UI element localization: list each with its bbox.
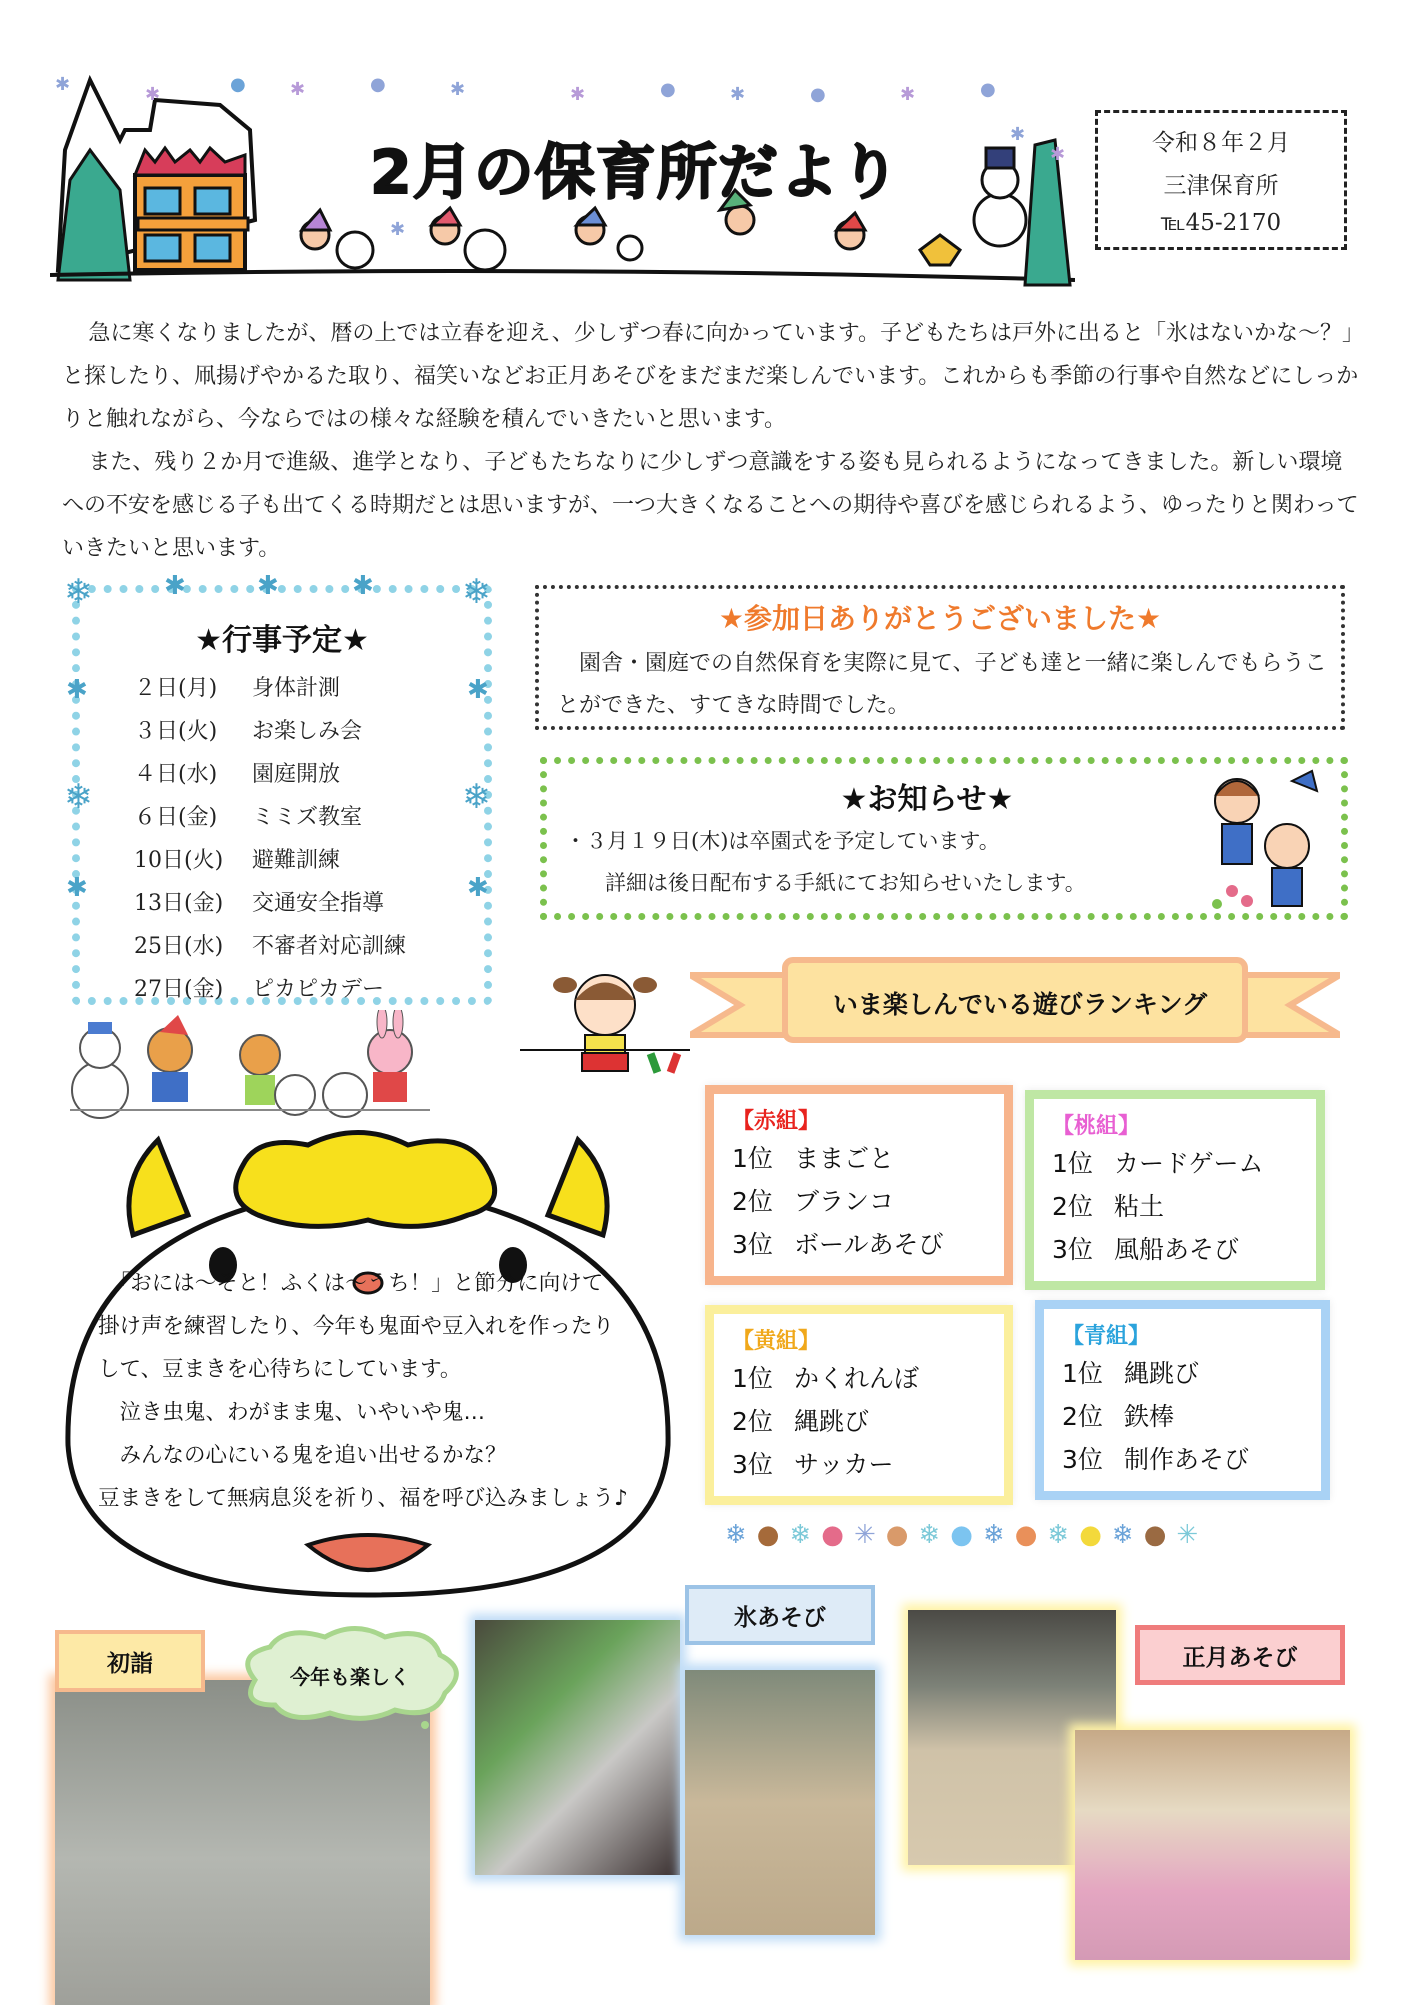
setsubun-line: 豆まきをして無病息災を祈り、福を呼び込みましょう♪ <box>98 1486 628 1511</box>
rank-position: 3位 <box>732 1230 773 1259</box>
snowflake-icon: ✱ <box>467 675 489 705</box>
thanks-title: ★参加日ありがとうございました★ <box>718 602 1162 635</box>
facility-name: 三津保育所 <box>1163 173 1279 199</box>
schedule-item <box>134 667 406 710</box>
group-name: 【赤組】 <box>732 1109 821 1134</box>
intro-paragraph: また、残り２か月で進級、進学となり、子どもたちなりに少しずつ意識をする姿も見られるようになってきました。新しい環境への不安を感じる子も出てくる時期だとは思いますが、一つ大きくなることへの期待や喜びを感じられるよう、ゆったりと関わっていきたいと思います。 <box>62 450 1359 561</box>
graduation-children-illustration <box>1197 766 1342 916</box>
setsubun-line: 泣き虫鬼、わがまま鬼、いやいや鬼… <box>98 1400 486 1425</box>
notice-title: ★お知らせ★ <box>840 782 1014 817</box>
schedule-item <box>134 968 406 1011</box>
setsubun-line: 掛け声を練習したり、今年も鬼面や豆入れを作ったり <box>98 1314 615 1339</box>
svg-text:✱: ✱ <box>145 84 161 105</box>
group-name: 【黄組】 <box>732 1329 821 1354</box>
ranking-row <box>1062 1352 1303 1395</box>
schedule-date: 10日(火) <box>134 848 224 873</box>
schedule-item <box>134 796 406 839</box>
svg-text:✱: ✱ <box>1010 124 1026 145</box>
snowflake-icon: ❄ <box>982 1520 1005 1550</box>
schedule-date: ３日(火) <box>134 719 218 744</box>
ranking-row <box>1062 1438 1303 1481</box>
play-name: 風船あそび <box>1114 1235 1240 1264</box>
snowflake-icon: ✱ <box>66 675 88 705</box>
snowflake-icon: ❄ <box>1111 1520 1134 1550</box>
dog-icon: ● <box>950 1520 973 1550</box>
snowflake-icon: ❄ <box>64 777 93 817</box>
snowflake-icon: ✳ <box>1176 1520 1199 1550</box>
intro-text <box>62 312 1362 570</box>
label-hatsumode: 初詣 <box>55 1630 205 1692</box>
snowflake-icon: ✱ <box>352 571 374 601</box>
setsubun-line: みんなの心にいる鬼を追い出せるかな？ <box>98 1443 507 1468</box>
svg-text:●: ● <box>660 79 676 100</box>
schedule-event: 交通安全指導 <box>252 891 385 916</box>
rank-position: 2位 <box>1062 1402 1103 1431</box>
ranking-row <box>732 1137 986 1180</box>
phone-number: ℡45-2170 <box>1160 210 1282 236</box>
intro-paragraph: 急に寒くなりましたが、暦の上では立春を迎え、少しずつ春に向かっています。子どもたちは戸外に出ると「氷はないかな～？」と探したり、凧揚げやかるた取り、福笑いなどお正月あそびをまだまだ楽しんでいます。これからも季節の行事や自然などにしっかりと触れながら、今ならではの様々な経験を積んでいきたいと思います。 <box>62 321 1359 432</box>
svg-text:✱: ✱ <box>1050 144 1066 165</box>
animal-snowflake-divider <box>725 1510 1385 1560</box>
setsubun-line: 「おには～そと！ふくは～うち！」と節分に向けて <box>98 1271 604 1296</box>
play-name: かくれんぼ <box>794 1364 920 1393</box>
ranking-row <box>1062 1395 1303 1438</box>
svg-text:✱: ✱ <box>730 84 746 105</box>
snowflake-icon: ✱ <box>66 873 88 903</box>
svg-text:✱: ✱ <box>55 74 71 95</box>
play-name: 鉄棒 <box>1124 1402 1175 1431</box>
ranking-row <box>1052 1185 1298 1228</box>
snowflake-icon: ❄ <box>725 1520 747 1550</box>
schedule-event: 不審者対応訓練 <box>252 934 407 959</box>
schedule-date: ２日(月) <box>134 676 218 701</box>
ranking-row <box>732 1443 986 1486</box>
bear-icon: ● <box>756 1520 780 1550</box>
ranking-card-red <box>705 1085 1013 1285</box>
cat-icon: ● <box>1014 1520 1038 1550</box>
rank-position: 2位 <box>732 1407 773 1436</box>
svg-text:✱: ✱ <box>900 84 916 105</box>
schedule-item <box>134 753 406 796</box>
snowflake-icon: ❄ <box>64 572 93 612</box>
schedule-date: ６日(金) <box>134 805 218 830</box>
snowflake-icon: ❄ <box>918 1520 941 1550</box>
svg-text:●: ● <box>230 74 246 95</box>
ranking-row <box>1052 1228 1298 1271</box>
schedule-event: 園庭開放 <box>252 762 341 787</box>
schedule-event: 身体計測 <box>252 676 341 701</box>
setsubun-line: して、豆まきを心待ちにしています。 <box>98 1357 462 1382</box>
schedule-date: 25日(水) <box>134 934 224 959</box>
svg-text:●: ● <box>980 79 996 100</box>
schedule-event: お楽しみ会 <box>252 719 363 744</box>
notice-box <box>540 757 1348 920</box>
svg-text:✱: ✱ <box>390 219 406 240</box>
notice-line: 詳細は後日配布する手紙にてお知らせいたします。 <box>605 871 1086 895</box>
schedule-date: 27日(金) <box>134 977 224 1002</box>
issue-date: 令和８年２月 <box>1152 130 1290 156</box>
snowflake-icon: ✳ <box>853 1520 876 1550</box>
photo-card-game <box>1075 1730 1350 1960</box>
event-schedule <box>64 571 492 1005</box>
snowflake-icon: ✱ <box>467 873 489 903</box>
girl-crafting-illustration <box>520 965 690 1080</box>
monkey-icon: ● <box>1143 1520 1167 1550</box>
group-name: 【桃組】 <box>1052 1114 1141 1139</box>
snow-animals-illustration <box>70 1010 430 1120</box>
rank-position: 2位 <box>1052 1192 1093 1221</box>
info-box <box>1095 110 1347 250</box>
schedule-item <box>134 839 406 882</box>
ranking-card-yellow <box>705 1305 1013 1505</box>
schedule-item <box>134 882 406 925</box>
schedule-item <box>134 925 406 968</box>
svg-text:✱: ✱ <box>570 84 586 105</box>
snowflake-icon: ❄ <box>789 1520 812 1550</box>
speech-cloud-text: 今年も楽しく <box>290 1664 410 1689</box>
label-ice-play: 氷あそび <box>685 1585 875 1645</box>
svg-text:●: ● <box>810 84 826 105</box>
photo-ice-play-2 <box>685 1670 875 1935</box>
play-name: カードゲーム <box>1114 1149 1264 1178</box>
play-name: サッカー <box>794 1450 894 1479</box>
snowflake-icon: ✱ <box>257 571 279 601</box>
setsubun-text <box>98 1262 628 1520</box>
thanks-box <box>535 585 1345 730</box>
notice-line: ・３月１９日(木)は卒園式を予定しています。 <box>565 829 1000 853</box>
rank-position: 3位 <box>1062 1445 1103 1474</box>
ranking-row <box>1052 1142 1298 1185</box>
schedule-event: ピカピカデー <box>252 977 385 1002</box>
ranking-card-blue <box>1035 1300 1330 1500</box>
ranking-title: いま楽しんでいる遊びランキング <box>832 990 1208 1019</box>
ranking-row <box>732 1223 986 1266</box>
rabbit-icon: ● <box>821 1520 844 1550</box>
rank-position: 1位 <box>732 1364 773 1393</box>
snowflake-icon: ❄ <box>462 572 491 612</box>
label-new-year-play: 正月あそび <box>1135 1625 1345 1685</box>
play-name: 縄跳び <box>1124 1359 1200 1388</box>
ranking-card-peach <box>1025 1090 1325 1290</box>
photo-ice-play-1 <box>475 1620 680 1875</box>
play-name: ままごと <box>794 1144 895 1173</box>
snowflake-icon: ❄ <box>462 777 491 817</box>
rank-position: 3位 <box>732 1450 773 1479</box>
play-name: 縄跳び <box>794 1407 870 1436</box>
snowflake-icon: ✱ <box>164 571 186 601</box>
pig-icon: ● <box>885 1520 909 1550</box>
svg-text:✱: ✱ <box>290 79 306 100</box>
newsletter-title: 2月の保育所だより <box>370 138 901 208</box>
schedule-date: ４日(水) <box>134 762 218 787</box>
schedule-event: ミミズ教室 <box>252 805 363 830</box>
rank-position: 1位 <box>732 1144 773 1173</box>
thanks-body <box>557 643 1337 727</box>
ranking-row <box>732 1400 986 1443</box>
svg-text:✱: ✱ <box>450 79 466 100</box>
chick-icon: ● <box>1079 1520 1102 1550</box>
rank-position: 2位 <box>732 1187 773 1216</box>
schedule-list <box>134 667 406 1011</box>
thanks-text: 園舎・園庭での自然保育を実際に見て、子ども達と一緒に楽しんでもらうことができた、すてきな時間でした。 <box>557 651 1327 718</box>
notice-body <box>565 820 1086 904</box>
play-name: 制作あそび <box>1124 1445 1250 1474</box>
schedule-event: 避難訓練 <box>252 848 341 873</box>
schedule-title: ★行事予定★ <box>195 623 369 658</box>
ranking-row <box>732 1180 986 1223</box>
svg-text:●: ● <box>370 74 386 95</box>
rank-position: 3位 <box>1052 1235 1093 1264</box>
play-name: 粘土 <box>1114 1192 1165 1221</box>
snowflake-icon: ❄ <box>1047 1520 1070 1550</box>
rank-position: 1位 <box>1062 1359 1103 1388</box>
play-name: ブランコ <box>794 1187 895 1216</box>
rank-position: 1位 <box>1052 1149 1093 1178</box>
schedule-date: 13日(金) <box>134 891 224 916</box>
group-name: 【青組】 <box>1062 1324 1151 1349</box>
ranking-row <box>732 1357 986 1400</box>
schedule-item <box>134 710 406 753</box>
play-name: ボールあそび <box>794 1230 944 1259</box>
